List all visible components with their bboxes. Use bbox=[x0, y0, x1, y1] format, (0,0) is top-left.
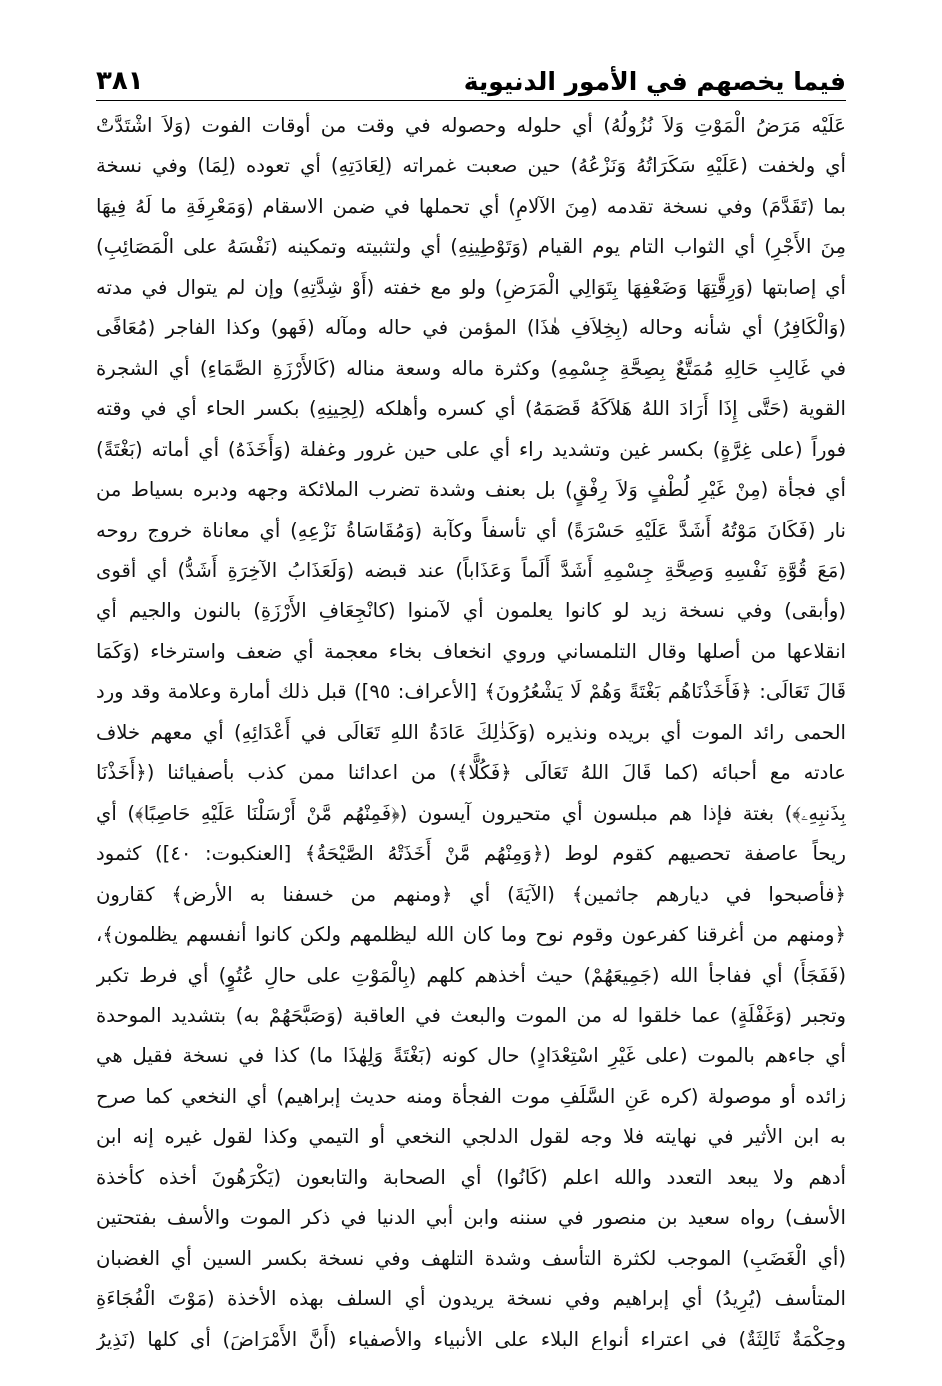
text-line: أي ولخفت (عَلَيْهِ سَكَرَاتُهُ وَنَزْعُهُ) حين صعبت غمراته (لِعَادَتِهِ) أي تعوده (لِمَا) وفي نسخة bbox=[96, 154, 846, 178]
text-line: بما (تَقَدَّمَ) وفي نسخة تقدمه (مِنَ الآلامِ) أي تحملها في ضمن الاسقام (وَمَعْرِفَةِ ما لَهُ فِيهَا bbox=[96, 194, 846, 218]
text-line: فوراً (على غِرَّةٍ) بكسر غين وتشديد راء أي على حين غرور وغفلة (وَأَخَذَهُ) أي أماته (بَغْتَةً) bbox=[96, 437, 846, 461]
text-line: (أي الْغَضَبِ) الموجب لكثرة التأسف وشدة التلهف وفي نسخة بكسر السين أي الغضبان bbox=[96, 1246, 846, 1270]
text-line: نار (فَكَانَ مَوْتُهُ أَشَدَّ عَلَيْهِ حَسْرَةً) أي تأسفاً وكآبة (وَمُقَاسَاةُ نَزْعِهِ) أي معاناة خروج روحه bbox=[96, 518, 846, 542]
text-line: ﴿ومنهم من أغرقنا كفرعون وقوم نوح وما كان الله ليظلمهم ولكن كانوا أنفسهم يظلمون﴾، bbox=[96, 923, 846, 947]
text-line: في غَالِبِ حَالِهِ مُمَتَّعٌ بِصِحَّةِ جِسْمِهِ) وكثرة ماله وسعة مناله (كَالأَرْزَةِ الصَّمَاءِ) أي الشجرة bbox=[96, 356, 846, 380]
text-line: قَالَ تَعَالَى: ﴿فَأَخَذْنَاهُم بَغْتَةً وَهُمْ لَا يَشْعُرُونَ﴾ [الأعراف: ٩٥]) قبل ذلك أمارة وعلامة وقد ورد bbox=[96, 680, 846, 704]
running-title: فيما يخصهم في الأمور الدنيوية bbox=[463, 67, 846, 96]
text-line: أي إصابتها (وَرِقَّتِهَا وَضَعْفِهَا بِتَوَالِي الْمَرَضِ) ولو مع خفته (أَوْ شِدَّتِهِ) وإن لم يتوال في مدته bbox=[96, 275, 846, 299]
text-line: (مَعَ قُوَّةِ نَفْسِهِ وَصِحَّةِ جِسْمِهِ أَشَدَّ أَلَماً وَعَذَاباً) عند قبضه (وَلَعَذَابُ الآخِرَةِ أَشَدُّ) أي أقوى bbox=[96, 558, 846, 582]
text-line: القوية (حَتَّى إِذَا أَرَادَ اللهُ هَلاَكَهُ قَصَمَهُ) أي كسره وأهلكه (لِحِينِهِ) بكسر الحاء أي في وقته bbox=[96, 397, 846, 421]
text-line: (فَفَجَأَ) أي ففاجأ الله (جَمِيعَهُمْ) حيث أخذهم كلهم (بِالْمَوْتِ على حالِ عُتُوٍ) أي فرط تكبر bbox=[96, 963, 846, 987]
text-line: أي جاءهم بالموت (على غَيْرِ اسْتِعْدَادٍ) حال كونه (بَغْتَةً وَلِهٰذَا ما) كذا في نسخة فقيل هي bbox=[96, 1044, 846, 1068]
text-line: أي فجأة (مِنْ غَيْرِ لُطْفٍ وَلاَ رِفْقٍ) بل بعنف وشدة تضرب الملائكة وجهه ودبره بسياط من bbox=[96, 478, 846, 502]
text-line: الأسف) رواه سعيد بن منصور في سننه وابن أبي الدنيا في ذكر الموت والأسف بفتحتين bbox=[96, 1206, 846, 1230]
text-line: (وَالْكَافِرُ) أي شأنه وحاله (بِخِلاَفِ هٰذَا) المؤمن في حاله ومآله (فَهو) وكذا الفاجر (مُعَافًى bbox=[96, 316, 846, 340]
text-line: بِذَنبِهِۦ﴾) بغتة فإذا هم مبلسون أي متحيرون آيسون (﴿فَمِنْهُم مَّنْ أَرْسَلْنَا عَلَيْهِ حَاصِبًا﴾) أي bbox=[96, 801, 846, 825]
text-line: وحِكْمَةٌ ثَالِثَةٌ) في اعتراء أنواع البلاء على الأنبياء والأصفياء (أَنَّ الأَمْرَاضَ) أي كلها (نَذِيرُ bbox=[96, 1327, 846, 1350]
page-header bbox=[96, 52, 846, 101]
text-line: عادته مع أحبائه (كما قَالَ اللهُ تَعَالَى ﴿فَكُلًّا﴾) من اعدائنا ممن كذب بأصفيائنا (﴿أَخَذْنَا bbox=[96, 761, 846, 785]
text-line: ﴿فأصبحوا في ديارهم جاثمين﴾ (الآيَةَ) أي ﴿ومنهم من خسفنا به الأرض﴾ كقارون bbox=[96, 882, 846, 906]
text-line: وتجبر (وَغَفْلَةٍ) عما خلقوا له من الموت والبعث في العاقبة (وَصَبَّحَهُمْ به) بتشديد الموحدة bbox=[96, 1003, 846, 1027]
page-number: ٣٨١ bbox=[96, 66, 144, 96]
text-line: الحمى رائد الموت أي بريده ونذيره (وَكَذٰلِكَ عَادَةُ اللهِ تَعَالَى في أَعْدَائِهِ) أي معهم خلاف bbox=[96, 720, 846, 744]
text-line: به ابن الأثير في نهايته فلا وجه لقول الدلجي النخعي أو التيمي وكذا لقول غيره إنه ابن bbox=[96, 1125, 846, 1149]
text-line: مِنَ الأَجْرِ) أي الثواب التام يوم القيام (وَتَوْطِينِهِ) أي ولتثبيته وتمكينه (نَفْسَهُ على الْمَصَائِبِ) bbox=[96, 235, 846, 259]
text-line: عَلَيْه مَرَضُ الْمَوْتِ وَلاَ نُزُولُهُ) أي حلوله وحصوله في وقت من أوقات الفوت (وَلاَ اشْتَدَّتْ bbox=[96, 114, 846, 137]
text-line: زائده أو موصولة (كره عَنِ السَّلَفِ موت الفجأة ومنه حديث إبراهيم) أي النخعي كما صرح bbox=[96, 1084, 846, 1108]
text-line: أدهم ولا يبعد التعدد والله اعلم (كَانُوا) أي الصحابة والتابعون (يَكْرَهُونَ أخذه كأخذة bbox=[96, 1165, 846, 1189]
body-text bbox=[96, 106, 846, 1350]
text-line: المتأسف (يُرِيدُ) أي إبراهيم وفي نسخة يريدون أي السلف بهذه الأخذة (مَوْتَ الْفُجَاءَةِ bbox=[96, 1287, 846, 1311]
text-line: انقلاعها من أصلها وقال التلمساني وروي انخعاف بخاء معجمة أي ضعف واسترخاء (وَكَمَا bbox=[96, 639, 846, 663]
text-line: ريحاً عاصفة تحصيهم كقوم لوط (﴿وَمِنْهُم مَّنْ أَخَذَتْهُ الصَّيْحَةُ﴾ [العنكبوت: ٤٠]) كثمود bbox=[96, 842, 846, 866]
text-line: (وأبقى) وفي نسخة زيد لو كانوا يعلمون أي لآمنوا (كانْجِعَافِ الأَرْزَةِ) بالنون والجيم أي bbox=[96, 599, 846, 623]
